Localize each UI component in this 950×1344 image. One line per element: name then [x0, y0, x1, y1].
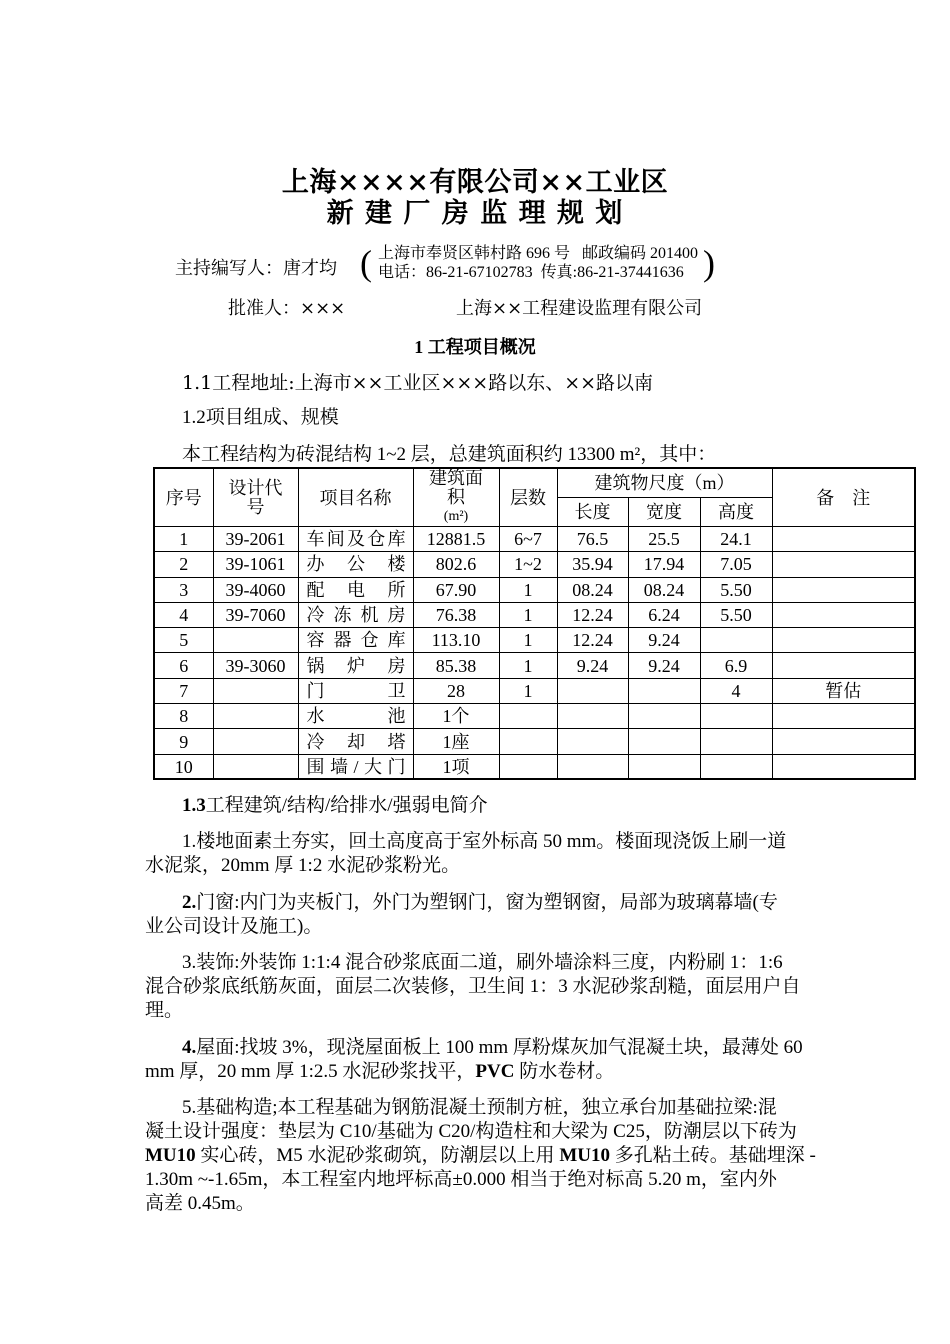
cell-remark — [772, 653, 915, 678]
contact-bracket-close: ) — [703, 243, 716, 283]
project-name-text: 车间及仓库 — [306, 529, 406, 550]
table-row — [154, 628, 915, 653]
cell-area: 1座 — [413, 729, 499, 754]
cell-no: 4 — [154, 602, 213, 627]
cell-height: 24.1 — [700, 527, 772, 552]
cell-length — [557, 678, 628, 703]
cell-width: 17.94 — [628, 552, 700, 577]
paragraph-2-line-1 — [182, 891, 778, 915]
cell-height — [700, 729, 772, 754]
table-header-row — [154, 468, 915, 497]
cell-remark — [772, 602, 915, 627]
section-1-3-heading — [182, 794, 488, 818]
contact-address: 上海市奉贤区韩村路 696 号 邮政编码 201400 — [378, 245, 699, 262]
project-name-text: 配 电 所 — [306, 579, 406, 600]
header-floors: 层数 — [499, 468, 557, 527]
contact-lines — [378, 244, 698, 282]
cell-floors — [499, 729, 557, 754]
header-remark — [772, 468, 915, 527]
paragraph-5-line-3 — [145, 1144, 816, 1168]
cell-project-name — [298, 577, 413, 602]
cell-floors: 1~2 — [499, 552, 557, 577]
cell-design-code: 39-7060 — [213, 602, 298, 627]
cell-length: 35.94 — [557, 552, 628, 577]
cell-floors: 1 — [499, 577, 557, 602]
cell-design-code: 39-2061 — [213, 527, 298, 552]
cell-length: 9.24 — [557, 653, 628, 678]
table-body — [154, 468, 915, 779]
cell-remark — [772, 552, 915, 577]
project-name-text: 门 卫 — [306, 680, 406, 701]
contact-bracket-open: ( — [360, 243, 372, 283]
paragraph-2-number: 2. — [182, 892, 197, 913]
paragraph-1-line-2: 水泥浆，20mm 厚 1:2 水泥砂浆粉光。 — [145, 855, 461, 876]
paragraph-5-line-1: 5.基础构造;本工程基础为钢筋混凝土预制方桩，独立承台加基础拉梁:混 — [182, 1097, 777, 1118]
paragraph-4-line-1-text: 屋面:找坡 3%，现浇屋面板上 100 mm 厚粉煤灰加气混凝土块，最薄处 60 — [196, 1037, 803, 1058]
project-scope-heading: 1.2项目组成、规模 — [182, 407, 339, 428]
cell-width: 08.24 — [628, 577, 700, 602]
cell-remark — [772, 527, 915, 552]
cell-remark — [772, 729, 915, 754]
table-row — [154, 678, 915, 703]
cell-project-name — [298, 754, 413, 779]
paragraph-4-line-2-text-b: 防水卷材。 — [514, 1061, 615, 1082]
cell-floors — [499, 754, 557, 779]
cell-floors: 1 — [499, 628, 557, 653]
cell-height: 7.05 — [700, 552, 772, 577]
cell-no: 8 — [154, 704, 213, 729]
cell-area: 67.90 — [413, 577, 499, 602]
header-length: 长度 — [557, 497, 628, 526]
project-address-line: 1.1工程地址:上海市××工业区×××路以东、××路以南 — [182, 372, 654, 394]
cell-width — [628, 704, 700, 729]
cell-length: 08.24 — [557, 577, 628, 602]
cell-design-code — [213, 729, 298, 754]
cell-height: 4 — [700, 678, 772, 703]
cell-remark — [772, 704, 915, 729]
header-width: 宽度 — [628, 497, 700, 526]
cell-width: 25.5 — [628, 527, 700, 552]
cell-length — [557, 754, 628, 779]
cell-no: 6 — [154, 653, 213, 678]
paragraph-3-line-3: 理。 — [145, 1000, 184, 1021]
cell-width — [628, 754, 700, 779]
table-row — [154, 577, 915, 602]
cell-height: 6.9 — [700, 653, 772, 678]
cell-no: 5 — [154, 628, 213, 653]
cell-floors: 6~7 — [499, 527, 557, 552]
paragraph-3-line-1: 3.装饰:外装饰 1:1:4 混合砂浆底面二道，刷外墙涂料三度，内粉刷 1：1:6 — [182, 952, 783, 973]
cell-height — [700, 704, 772, 729]
section-heading: 1 工程项目概况 — [414, 337, 536, 357]
cell-design-code: 39-4060 — [213, 577, 298, 602]
cell-width: 9.24 — [628, 653, 700, 678]
cell-no: 3 — [154, 577, 213, 602]
project-name-text: 办 公 楼 — [306, 554, 406, 575]
document-title-line2: 新 建 厂 房 监 理 规 划 — [326, 198, 624, 229]
project-intro-line: 本工程结构为砖混结构 1~2 层，总建筑面积约 13300 m²，其中： — [182, 444, 717, 465]
cell-width — [628, 678, 700, 703]
cell-height — [700, 754, 772, 779]
cell-area: 1个 — [413, 704, 499, 729]
cell-length: 12.24 — [557, 628, 628, 653]
paragraph-4-line-1 — [182, 1036, 803, 1060]
cell-remark — [772, 754, 915, 779]
cell-length — [557, 729, 628, 754]
cell-design-code — [213, 704, 298, 729]
table-row — [154, 754, 915, 779]
project-name-text: 冷 却 塔 — [306, 731, 406, 752]
project-name-text: 围墙/大门 — [306, 756, 406, 777]
project-name-text: 冷 冻 机 房 — [306, 605, 406, 626]
project-name-text: 锅 炉 房 — [306, 655, 406, 676]
header-design-code-label: 设计代号 — [228, 477, 283, 517]
cell-project-name — [298, 729, 413, 754]
header-area — [413, 468, 499, 527]
approver-label: 批准人：××× — [228, 298, 346, 319]
section-1-3-number: 1.3 — [182, 795, 206, 816]
paragraph-4-pvc: PVC — [475, 1061, 515, 1082]
header-dimensions: 建筑物尺度（m） — [557, 468, 772, 497]
cell-project-name — [298, 527, 413, 552]
cell-area: 802.6 — [413, 552, 499, 577]
cell-project-name — [298, 628, 413, 653]
paragraph-5-mu10-second: MU10 — [559, 1145, 610, 1166]
table-row — [154, 729, 915, 754]
cell-project-name — [298, 552, 413, 577]
paragraph-1-line-1: 1.楼地面素土夯实，回土高度高于室外标高 50 mm。楼面现浇饭上刷一道 — [182, 831, 787, 852]
cell-design-code — [213, 628, 298, 653]
company-name: 上海××工程建设监理有限公司 — [456, 298, 703, 319]
paragraph-2-line-2: 业公司设计及施工)。 — [145, 916, 323, 937]
cell-design-code: 39-3060 — [213, 653, 298, 678]
cell-remark: 暂估 — [772, 678, 915, 703]
header-design-code — [213, 468, 298, 527]
cell-length — [557, 704, 628, 729]
table-row — [154, 527, 915, 552]
header-height: 高度 — [700, 497, 772, 526]
cell-area: 28 — [413, 678, 499, 703]
header-area-unit: (m²) — [443, 509, 469, 524]
cell-design-code: 39-1061 — [213, 552, 298, 577]
paragraph-4-line-2-text-a: mm 厚，20 mm 厚 1:2.5 水泥砂浆找平， — [145, 1061, 476, 1082]
cell-area: 76.38 — [413, 602, 499, 627]
cell-remark — [772, 577, 915, 602]
header-no: 序号 — [154, 468, 213, 527]
cell-width: 6.24 — [628, 602, 700, 627]
cell-floors: 1 — [499, 678, 557, 703]
paragraph-5-line-2: 凝土设计强度：垫层为 C10/基础为 C20/构造柱和大梁为 C25，防潮层以下砖为 — [145, 1121, 797, 1142]
cell-no: 9 — [154, 729, 213, 754]
cell-floors — [499, 704, 557, 729]
table-row — [154, 704, 915, 729]
paragraph-4-line-2 — [145, 1060, 614, 1084]
cell-area: 1项 — [413, 754, 499, 779]
project-name-text: 水 池 — [306, 706, 406, 727]
paragraph-2-line-1-text: 门窗:内门为夹板门，外门为塑钢门，窗为塑钢窗，局部为玻璃幕墙(专 — [196, 892, 778, 913]
cell-area: 85.38 — [413, 653, 499, 678]
cell-no: 1 — [154, 527, 213, 552]
paragraph-4-number: 4. — [182, 1037, 197, 1058]
paragraph-5-line-3-text-a: 实心砖，M5 水泥砂浆砌筑，防潮层以上用 — [195, 1145, 560, 1166]
cell-floors: 1 — [499, 653, 557, 678]
table-row — [154, 552, 915, 577]
cell-design-code — [213, 678, 298, 703]
cell-remark — [772, 628, 915, 653]
cell-length: 12.24 — [557, 602, 628, 627]
cell-project-name — [298, 653, 413, 678]
cell-no: 10 — [154, 754, 213, 779]
cell-design-code — [213, 754, 298, 779]
paragraph-3-line-2: 混合砂浆底纸筋灰面，面层二次装修，卫生间 1：3 水泥砂浆刮糙，面层用户自 — [145, 976, 801, 997]
editor-label: 主持编写人：唐才均 — [175, 258, 337, 278]
contact-phone-fax: 电话：86-21-67102783 传真:86-21-37441636 — [378, 264, 684, 281]
cell-project-name — [298, 678, 413, 703]
cell-project-name — [298, 704, 413, 729]
cell-width — [628, 729, 700, 754]
paragraph-5-line-3-text-b: 多孔粘土砖。基础埋深 - — [609, 1145, 816, 1166]
document-title-line1: 上海××××有限公司××工业区 — [281, 167, 669, 198]
cell-length: 76.5 — [557, 527, 628, 552]
project-table — [153, 467, 916, 780]
header-project-name: 项目名称 — [298, 468, 413, 527]
contact-block — [360, 240, 715, 286]
cell-width: 9.24 — [628, 628, 700, 653]
cell-height: 5.50 — [700, 602, 772, 627]
paragraph-5-mu10-first: MU10 — [145, 1145, 196, 1166]
cell-area: 12881.5 — [413, 527, 499, 552]
cell-project-name — [298, 602, 413, 627]
table-row — [154, 602, 915, 627]
cell-no: 2 — [154, 552, 213, 577]
project-name-text: 容 器 仓 库 — [306, 630, 406, 651]
header-area-label: 建筑面积 — [429, 468, 483, 507]
header-remark-label: 备 注 — [816, 487, 871, 508]
table-row — [154, 653, 915, 678]
paragraph-5-line-4: 1.30m ~-1.65m，本工程室内地坪标高±0.000 相当于绝对标高 5.20 m，室内外 — [145, 1169, 777, 1190]
paragraph-5-line-5: 高差 0.45m。 — [145, 1193, 255, 1214]
cell-area: 113.10 — [413, 628, 499, 653]
cell-height: 5.50 — [700, 577, 772, 602]
cell-height — [700, 628, 772, 653]
cell-no: 7 — [154, 678, 213, 703]
cell-floors: 1 — [499, 602, 557, 627]
section-1-3-title: 工程建筑/结构/给排水/强弱电简介 — [205, 795, 488, 816]
